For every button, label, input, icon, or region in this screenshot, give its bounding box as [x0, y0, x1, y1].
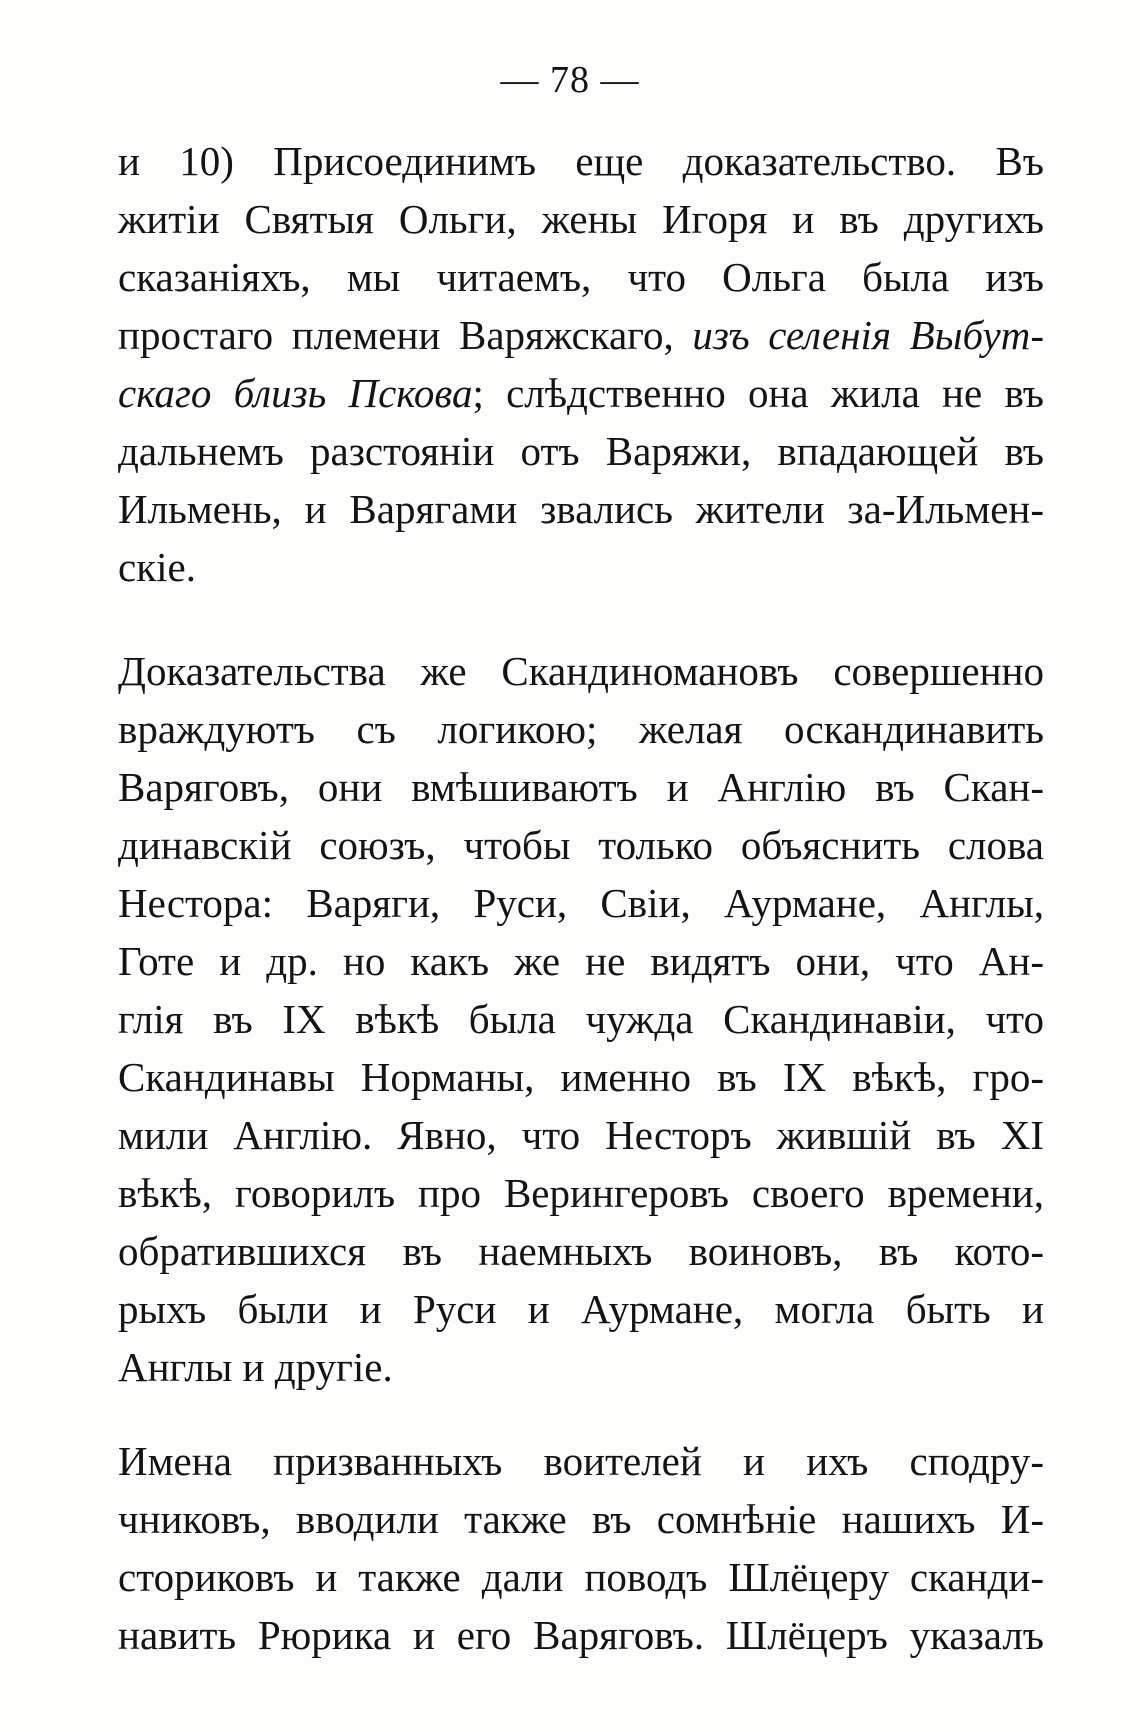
page-number: — 78 — — [500, 59, 640, 101]
text-line: Нестора: Варяги, Руси, Свіи, Аурмане, Англы, — [118, 880, 1044, 926]
text-line: обратившихся въ наемныхъ воиновъ, въ кото- — [118, 1228, 1044, 1274]
text-line: чниковъ, вводили также въ сомнѣніе нашихъ И- — [118, 1496, 1044, 1542]
text-line: Англы и другіе. — [118, 1344, 393, 1390]
paragraph-3 — [118, 1432, 1044, 1664]
text-line: динавскій союзъ, чтобы только объяснить слова — [118, 822, 1044, 868]
text-line: навить Рюрика и его Варяговъ. Шлёцеръ указалъ — [118, 1612, 1044, 1658]
text-line: глія въ IX вѣкѣ была чужда Скандинавіи, что — [118, 996, 1044, 1042]
text-line: Доказательства же Скандиномановъ совершенно — [118, 648, 1044, 694]
text-line: Готе и др. но какъ же не видятъ они, что Ан- — [118, 938, 1044, 984]
text-line: и 10) Присоединимъ еще доказательство. Въ — [118, 138, 1044, 184]
roman-text: ; слѣдственно она жила не въ — [472, 370, 1044, 416]
text-line: скіе. — [118, 544, 196, 590]
paragraph-2 — [118, 642, 1044, 1396]
text-line-mixed — [118, 364, 1044, 422]
text-line: рыхъ были и Руси и Аурмане, могла быть и — [118, 1286, 1044, 1332]
text-line-mixed — [118, 306, 1044, 364]
text-line: вѣкѣ, говорилъ про Верингеровъ своего времени, — [118, 1170, 1044, 1216]
text-line: мили Англію. Явно, что Несторъ жившій въ XI — [118, 1112, 1044, 1158]
italic-text: изъ селенія Выбут- — [692, 312, 1044, 358]
text-line: Ильмень, и Варягами звались жители за-Ильмен- — [118, 486, 1044, 532]
roman-text: простаго племени Варяжскаго, — [118, 312, 693, 358]
text-line: Скандинавы Норманы, именно въ IX вѣкѣ, гро- — [118, 1054, 1044, 1100]
text-line: враждуютъ съ логикою; желая оскандинавить — [118, 706, 1044, 752]
text-line: Имена призванныхъ воителей и ихъ сподру- — [118, 1438, 1044, 1484]
text-line: дальнемъ разстояніи отъ Варяжи, впадающей въ — [118, 428, 1044, 474]
text-line: сказаніяхъ, мы читаемъ, что Ольга была изъ — [118, 254, 1044, 300]
paragraph-1 — [118, 132, 1044, 596]
text-line: житіи Святыя Ольги, жены Игоря и въ другихъ — [118, 196, 1044, 242]
text-line: сториковъ и также дали поводъ Шлёцеру сканди- — [118, 1554, 1044, 1600]
text-line: Варяговъ, они вмѣшиваютъ и Англію въ Скан- — [118, 764, 1044, 810]
italic-text: скаго близь Пскова — [118, 370, 473, 416]
